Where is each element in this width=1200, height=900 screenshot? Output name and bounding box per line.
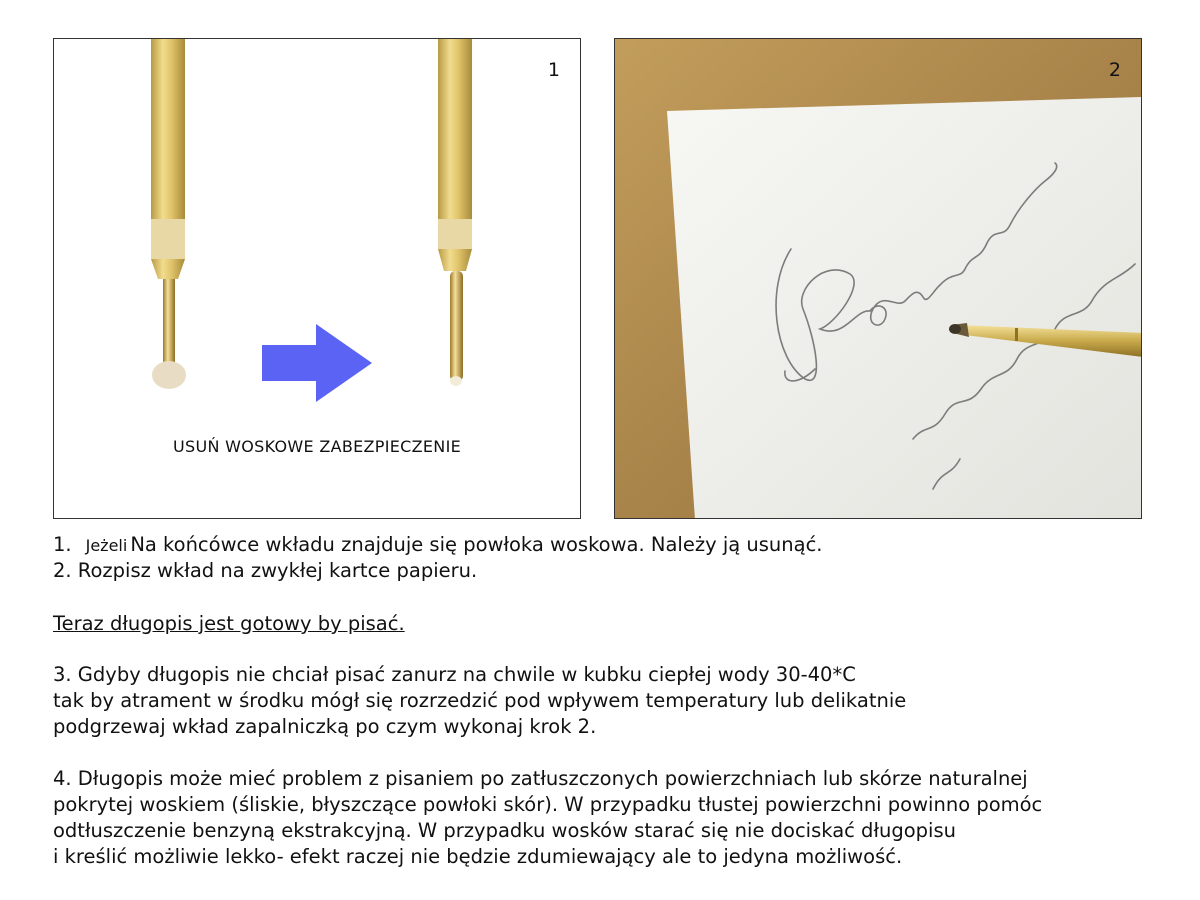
refill-clean xyxy=(438,39,472,386)
instruction-3-line: 3. Gdyby długopis nie chciał pisać zanurz na chwile w kubku ciepłej wody 30-40*C xyxy=(53,663,856,686)
paper-sheet xyxy=(667,97,1142,519)
step-number: 1. xyxy=(53,533,72,556)
step-text: Na końcówce wkładu znajduje się powłoka woskowa. Należy ją usunąć. xyxy=(130,533,823,556)
instruction-3-line: podgrzewaj wkład zapalniczką po czym wykonaj krok 2. xyxy=(53,715,597,738)
instruction-3 xyxy=(53,662,1183,740)
ready-note xyxy=(53,611,1183,637)
ready-message: Teraz długopis jest gotowy by pisać. xyxy=(53,612,405,635)
writing-test-photo xyxy=(615,39,1142,519)
instruction-4-line: pokrytej woskiem (śliskie, błyszczące powłoki skór). W przypadku tłustej powierzchni powinno pomóc xyxy=(53,793,1043,816)
instruction-4-line: odtłuszczenie benzyną ekstrakcyjną. W przypadku wosków starać się nie dociskać długopisu xyxy=(53,819,956,842)
wax-blob xyxy=(152,361,186,389)
instruction-4-line: i kreślić możliwie lekko- efekt raczej nie będzie zdumiewający ale to jedyna możliwość. xyxy=(53,845,903,868)
instruction-4-line: 4. Długopis może mieć problem z pisaniem po zatłuszczonych powierzchniach lub skórze naturalnej xyxy=(53,767,1028,790)
panel-number: 1 xyxy=(547,59,560,81)
refill-with-wax xyxy=(151,39,186,389)
panel-caption: USUŃ WOSKOWE ZABEZPIECZENIE xyxy=(173,437,461,456)
instruction-3-line: tak by atrament w środku mógł się rozrzedzić pod wpływem temperatury lub delikatnie xyxy=(53,689,907,712)
panel-number: 2 xyxy=(1108,59,1121,81)
instruction-1 xyxy=(53,532,1183,558)
photo-panel-2 xyxy=(614,38,1142,519)
step-qualifier: Jeżeli xyxy=(85,536,128,555)
instruction-2: 2. Rozpisz wkład na zwykłej kartce papieru. xyxy=(53,559,478,582)
illustration-panel-1 xyxy=(53,38,581,519)
instruction-4 xyxy=(53,766,1183,870)
instructions-steps-1-2 xyxy=(53,532,1183,584)
right-arrow-icon xyxy=(262,324,372,402)
